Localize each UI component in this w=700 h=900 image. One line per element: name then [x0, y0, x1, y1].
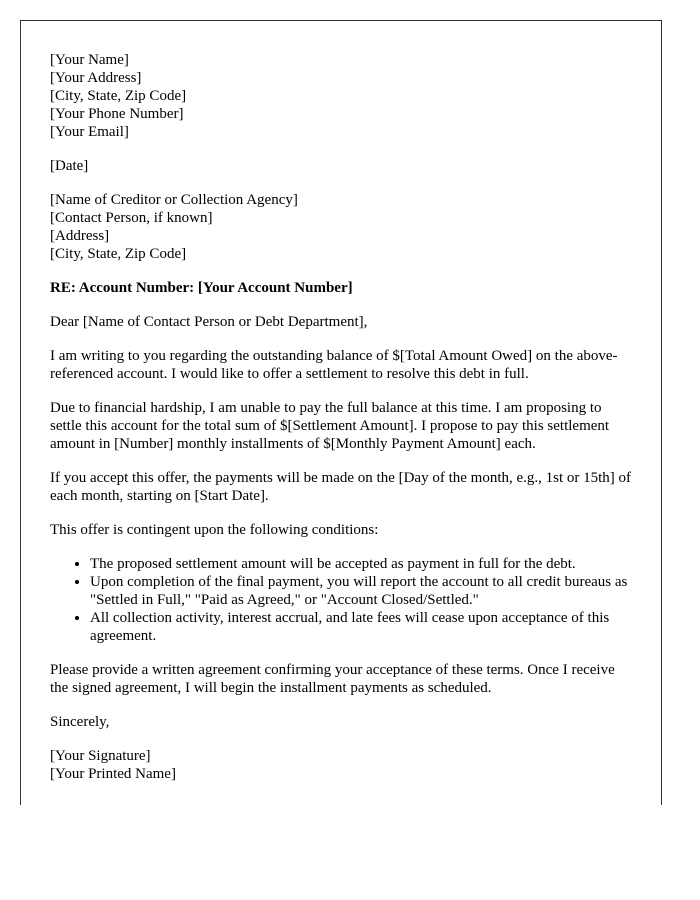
body-paragraph: This offer is contingent upon the following conditions:	[50, 522, 379, 538]
subject-line: RE: Account Number: [Your Account Number]	[50, 280, 353, 296]
conditions-list	[50, 555, 633, 645]
body-paragraph: I am writing to you regarding the outstanding balance of $[Total Amount Owed] on the above-referenced account. I would like to offer a settlement to resolve this debt in full.	[50, 348, 618, 382]
body-paragraph: Due to financial hardship, I am unable to pay the full balance at this time. I am proposing to settle this account for the total sum of $[Settlement Amount]. I propose to pay this settlement amount in [Number] monthly installments of $[Monthly Payment Amount] each.	[50, 400, 610, 452]
sender-block	[50, 51, 633, 141]
signature-block	[50, 747, 633, 783]
signature: [Your Signature]	[50, 748, 151, 764]
recipient-city: [City, State, Zip Code]	[50, 246, 187, 262]
printed-name: [Your Printed Name]	[50, 766, 176, 782]
sender-address: [Your Address]	[50, 70, 142, 86]
sender-name: [Your Name]	[50, 52, 129, 68]
recipient-block	[50, 191, 633, 263]
recipient-contact: [Contact Person, if known]	[50, 210, 213, 226]
sender-city: [City, State, Zip Code]	[50, 88, 187, 104]
list-item: • The proposed settlement amount will be accepted as payment in full for the debt.	[90, 555, 633, 573]
sender-email: [Your Email]	[50, 124, 129, 140]
list-item: • Upon completion of the final payment, you will report the account to all credit bureaus as "Settled in Full," "Paid as Agreed," or "Account Closed/Settled."	[90, 573, 633, 609]
sender-phone: [Your Phone Number]	[50, 106, 184, 122]
closing-paragraph: Please provide a written agreement confirming your acceptance of these terms. Once I receive the signed agreement, I will begin the installment payments as scheduled.	[50, 662, 615, 696]
recipient-name: [Name of Creditor or Collection Agency]	[50, 192, 298, 208]
body-paragraph: If you accept this offer, the payments will be made on the [Day of the month, e.g., 1st or 15th] of each month, starting on [Start Date].	[50, 470, 632, 504]
recipient-address: [Address]	[50, 228, 110, 244]
letter-page	[20, 20, 662, 805]
salutation: Dear [Name of Contact Person or Debt Department],	[50, 314, 368, 330]
letter-date: [Date]	[50, 158, 89, 174]
list-item: • All collection activity, interest accrual, and late fees will cease upon acceptance of this agreement.	[90, 609, 633, 645]
closing: Sincerely,	[50, 714, 110, 730]
